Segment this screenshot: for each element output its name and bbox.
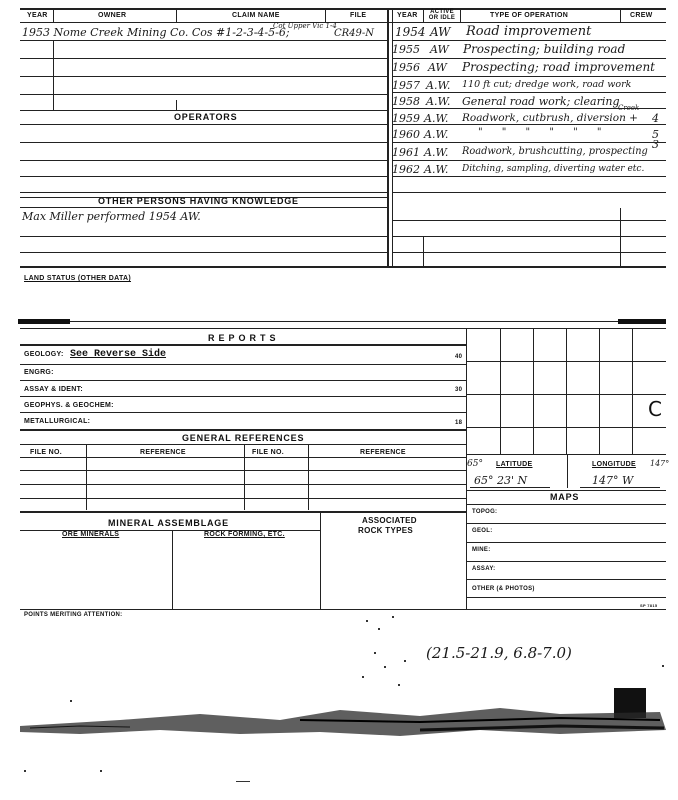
operation-who: AW: [430, 43, 449, 56]
assay-label: ASSAY & IDENT:: [24, 386, 84, 393]
operation-type: Roadwork, brushcutting, prospecting: [462, 146, 648, 157]
ref-file-no-1: FILE NO.: [30, 449, 62, 456]
longitude-label: LONGITUDE: [592, 461, 636, 468]
geology-label: GEOLOGY:: [24, 351, 64, 358]
header-owner: OWNER: [98, 12, 127, 19]
scan-mark-left: [18, 319, 70, 324]
maps-mine: MINE:: [472, 547, 491, 553]
operation-who: AW: [430, 25, 451, 39]
geophys-label: GEOPHYS. & GEOCHEM:: [24, 402, 114, 409]
grid-label-40: 40: [455, 354, 463, 360]
operation-who: A.W.: [426, 79, 451, 92]
operation-year: 1960: [392, 128, 420, 141]
operation-crew: 3: [652, 138, 659, 151]
header-claim-name: CLAIM NAME: [232, 12, 280, 19]
scan-mark-right: [618, 319, 666, 324]
grid-label-30: 30: [455, 387, 463, 393]
operation-note: Creek: [618, 104, 640, 112]
other-persons-label: OTHER PERSONS HAVING KNOWLEDGE: [98, 196, 299, 206]
engrg-label: ENGRG:: [24, 369, 54, 376]
rock-types-label: ROCK TYPES: [358, 526, 414, 535]
operation-year: 1957: [392, 79, 420, 92]
grid-label-18: 18: [455, 420, 463, 426]
operation-who: A.W.: [424, 146, 449, 159]
operation-who: A.W.: [424, 112, 449, 125]
reports-title: REPORTS: [208, 333, 280, 343]
form-number: SP 7815: [640, 603, 658, 608]
header-crew: CREW: [630, 12, 653, 19]
operation-type: " " " " " ": [478, 127, 602, 138]
latitude-value: 65° 23' N: [474, 474, 528, 487]
land-status-label: LAND STATUS (OTHER DATA): [24, 275, 132, 282]
associated-label: ASSOCIATED: [362, 516, 417, 525]
operation-type: Ditching, sampling, diverting water etc.: [462, 164, 645, 174]
ref-reference-1: REFERENCE: [140, 449, 186, 456]
operation-year: 1954: [395, 25, 426, 39]
operation-who: A.W.: [424, 128, 449, 141]
points-meriting-attention: POINTS MERITING ATTENTION:: [24, 612, 123, 618]
header-active-or-idle: ACTIVE OR IDLE: [428, 9, 456, 21]
general-references-title: GENERAL REFERENCES: [182, 433, 305, 443]
operation-crew: 5: [652, 128, 659, 141]
operation-type: Road improvement: [466, 24, 592, 39]
ore-minerals-label: ORE MINERALS: [62, 531, 120, 538]
header-type-of-operation: TYPE OF OPERATION: [490, 12, 569, 19]
maps-geol: GEOL:: [472, 528, 493, 534]
operators-label: OPERATORS: [174, 112, 238, 122]
metallurgical-label: METALLURGICAL:: [24, 418, 91, 425]
owner-entry: 1953 Nome Creek Mining Co. Cos #1-2-3-4-5-6;: [22, 26, 290, 39]
claim-note: Cot Upper Vic 1-4: [273, 22, 337, 30]
lat-prefix: 65°: [467, 459, 483, 469]
geology-value: See Reverse Side: [70, 349, 167, 360]
coordinates-note: (21.5-21.9, 6.8-7.0): [426, 644, 572, 662]
operation-type: General road work; clearing: [462, 95, 620, 108]
header-year-operations: YEAR: [397, 12, 418, 19]
maps-assay: ASSAY:: [472, 566, 496, 572]
grid-letter: C: [648, 397, 662, 421]
ref-file-no-2: FILE NO.: [252, 449, 284, 456]
operation-type: 110 ft cut; dredge work, road work: [462, 79, 632, 90]
file-number: CR49-N: [334, 28, 375, 39]
operation-year: 1955: [392, 43, 420, 56]
operation-who: A.W.: [424, 163, 449, 176]
rock-forming-label: ROCK FORMING, ETC.: [204, 531, 285, 538]
operation-type: Prospecting; building road: [463, 42, 626, 56]
operation-crew: 4: [652, 112, 659, 125]
operation-type: Roadwork, cutbrush, diversion +: [462, 112, 638, 124]
mineral-assemblage-title: MINERAL ASSEMBLAGE: [108, 518, 229, 528]
maps-title: MAPS: [550, 492, 580, 502]
longitude-value: 147° W: [592, 474, 634, 487]
operation-year: 1959: [392, 112, 420, 125]
ref-reference-2: REFERENCE: [360, 449, 406, 456]
maps-other: OTHER (& PHOTOS): [472, 586, 535, 592]
operation-year: 1958: [392, 95, 420, 108]
maps-topog: TOPOG:: [472, 509, 498, 515]
longitude-suffix: 147°: [650, 459, 670, 468]
operation-who: A.W.: [426, 95, 451, 108]
header-file: FILE: [350, 12, 367, 19]
operation-year: 1961: [392, 146, 420, 159]
scan-smudge: [0, 690, 678, 750]
operation-who: AW: [428, 61, 447, 74]
operation-type: Prospecting; road improvement: [462, 60, 656, 74]
other-persons-entry: Max Miller performed 1954 AW.: [22, 210, 201, 223]
latitude-label: LATITUDE: [496, 461, 533, 468]
header-year: YEAR: [27, 12, 48, 19]
operation-year: 1962: [392, 163, 420, 176]
operation-year: 1956: [392, 61, 420, 74]
